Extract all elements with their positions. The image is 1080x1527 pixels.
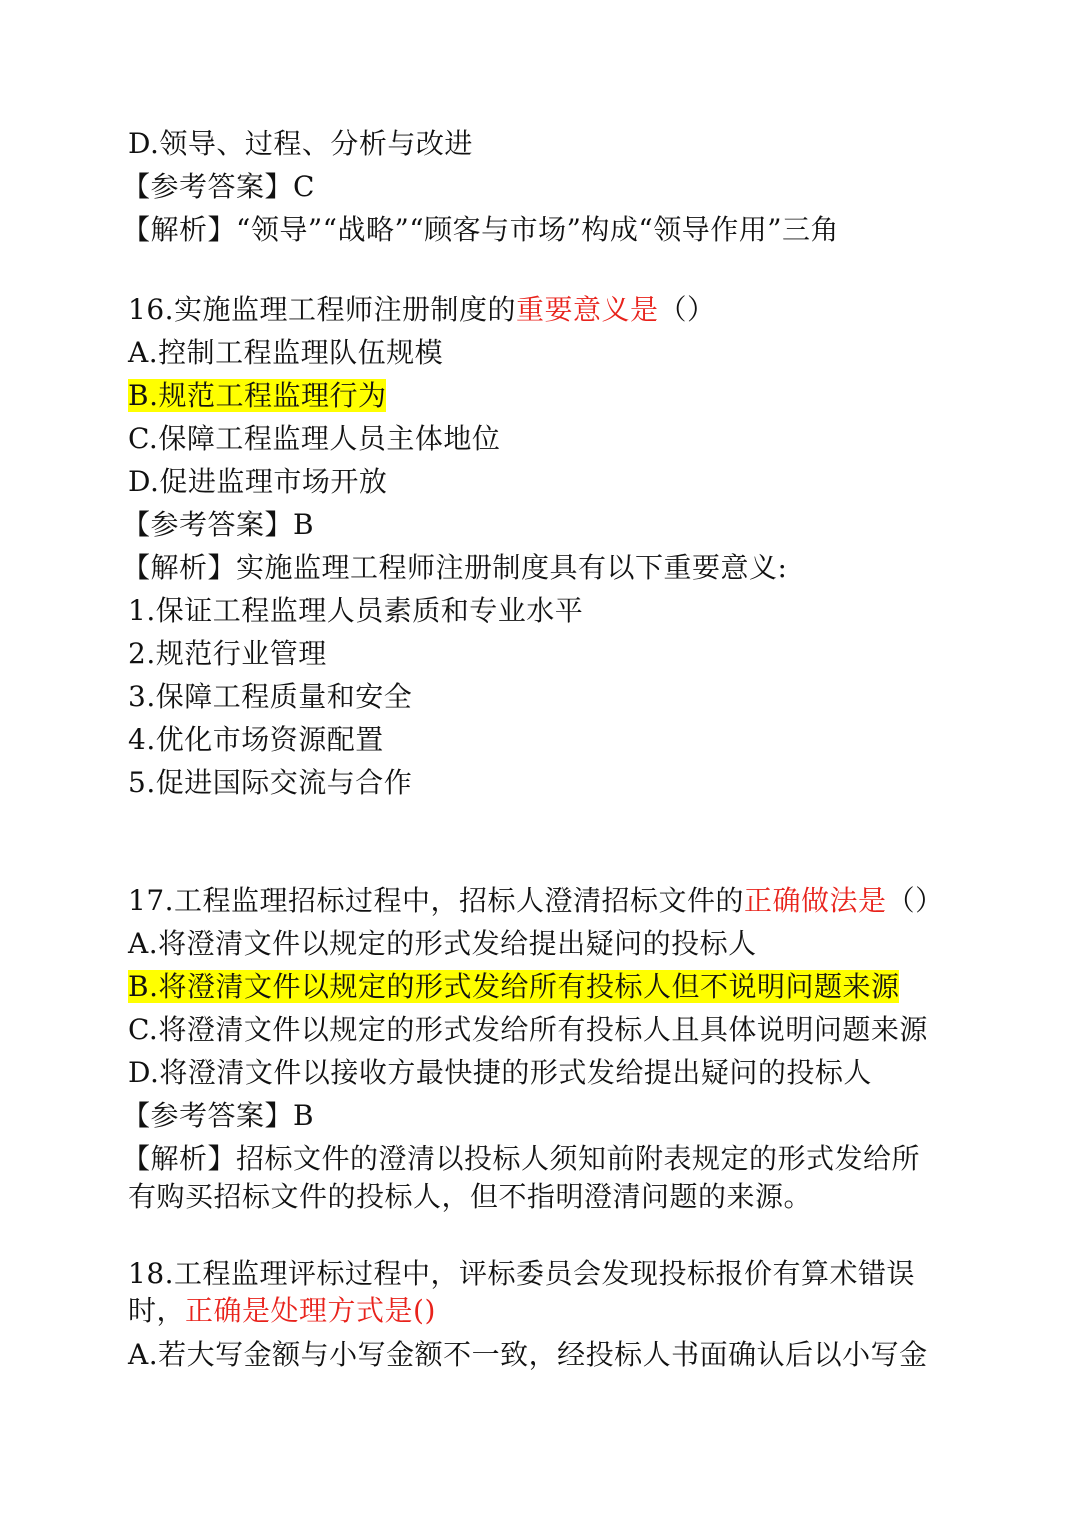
q16-option-b-correct xyxy=(128,376,386,416)
q17-option-b-correct xyxy=(128,967,899,1007)
q16-analysis: 【解析】实施监理工程师注册制度具有以下重要意义: xyxy=(122,551,788,584)
q15-analysis: 【解析】“领导”“战略”“顾客与市场”构成“领导作用”三角 xyxy=(122,213,840,246)
q16-stem-text: 16.实施监理工程师注册制度的 xyxy=(128,293,517,326)
q16-point-3: 3.保障工程质量和安全 xyxy=(128,680,413,713)
q16-option-b-highlight: B.规范工程监理行为 xyxy=(128,379,387,412)
q16-point-2: 2.规范行业管理 xyxy=(128,637,327,670)
q17-option-c: C.将澄清文件以规定的形式发给所有投标人且具体说明问题来源 xyxy=(128,1013,928,1046)
q15-option-d: D.领导、过程、分析与改进 xyxy=(128,127,473,160)
q17-stem-text: 17.工程监理招标过程中，招标人澄清招标文件的 xyxy=(128,884,745,917)
q16-point-1: 1.保证工程监理人员素质和专业水平 xyxy=(128,594,584,627)
q16-answer: 【参考答案】B xyxy=(122,508,315,541)
q16-point-4: 4.优化市场资源配置 xyxy=(128,723,384,756)
q17-stem-emphasis: 正确做法是 xyxy=(744,884,887,917)
q18-option-a: A.若大写金额与小写金额不一致，经投标人书面确认后以小写金 xyxy=(128,1338,928,1371)
q18-stem-line-1: 18.工程监理评标过程中，评标委员会发现投标报价有算术错误 xyxy=(128,1257,916,1290)
q18-stem-line-2 xyxy=(128,1291,436,1331)
q18-stem-emphasis: 正确是处理方式是() xyxy=(185,1294,436,1327)
q17-option-b-highlight: B.将澄清文件以规定的形式发给所有投标人但不说明问题来源 xyxy=(128,970,900,1003)
q16-stem xyxy=(128,290,716,330)
q17-stem-parens: （） xyxy=(886,884,944,917)
q16-option-d: D.促进监理市场开放 xyxy=(128,465,388,498)
q16-stem-emphasis: 重要意义是 xyxy=(516,293,659,326)
q17-option-d: D.将澄清文件以接收方最快捷的形式发给提出疑问的投标人 xyxy=(128,1056,872,1089)
q17-option-a: A.将澄清文件以规定的形式发给提出疑问的投标人 xyxy=(128,927,757,960)
q16-option-a: A.控制工程监理队伍规模 xyxy=(128,336,444,369)
q16-point-5: 5.促进国际交流与合作 xyxy=(128,766,413,799)
q17-analysis-line-2: 有购买招标文件的投标人，但不指明澄清问题的来源。 xyxy=(128,1180,813,1213)
q18-stem-text: 时， xyxy=(128,1294,186,1327)
q17-stem xyxy=(128,881,944,921)
q17-answer: 【参考答案】B xyxy=(122,1099,315,1132)
q16-stem-parens: （） xyxy=(658,293,716,326)
q17-analysis-line-1: 【解析】招标文件的澄清以投标人须知前附表规定的形式发给所 xyxy=(122,1142,921,1175)
q16-option-c: C.保障工程监理人员主体地位 xyxy=(128,422,501,455)
q15-answer: 【参考答案】C xyxy=(122,170,315,203)
